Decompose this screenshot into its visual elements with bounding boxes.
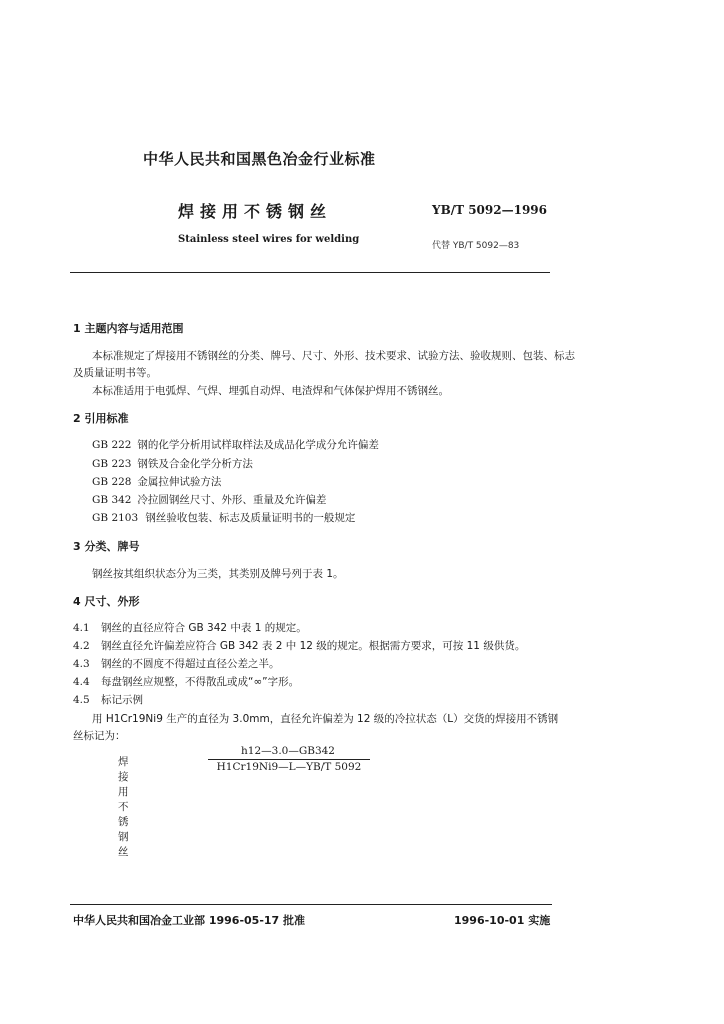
clause-text: 标记示例 [101,694,143,706]
fraction-bar [208,759,370,760]
clause-number: 4.1 [73,622,90,634]
reference-title: 冷拉圆钢丝尺寸、外形、重量及允许偏差 [137,494,327,506]
reference-title: 金属拉伸试验方法 [137,476,222,488]
implementation-date: 1996-10-01 实施 [454,914,551,927]
clause-4-2 [73,638,525,653]
clause-4-5 [73,692,143,707]
marking-label: 焊接用不锈钢丝 [118,756,129,858]
footer-divider [70,904,552,905]
reference-item [92,474,221,489]
reference-code: GB 222 [92,439,132,451]
marking-example-line-2: 丝标记为： [73,730,126,742]
clause-text: 钢丝的直径应符合 GB 342 中表 1 的规定。 [101,622,307,634]
document-title-english: Stainless steel wires for welding [178,234,360,245]
reference-title: 钢铁及合金化学分析方法 [137,458,253,470]
section-2-heading: 2 引用标准 [73,412,129,425]
reference-title: 钢丝验收包装、标志及质量证明书的一般规定 [145,512,356,524]
section-1-paragraph-2: 本标准适用于电弧焊、气焊、埋弧自动焊、电渣焊和气体保护焊用不锈钢丝。 [92,385,449,397]
document-title-chinese: 焊接用不锈钢丝 [178,202,333,221]
reference-item [92,456,253,471]
section-3-paragraph: 钢丝按其组织状态分为三类，其类别及牌号列于表 1。 [92,568,344,580]
clause-4-1 [73,620,307,635]
clause-4-4 [73,674,299,689]
issuing-organization: 中华人民共和国黑色冶金行业标准 [143,150,376,168]
clause-text: 每盘钢丝应规整，不得散乱或成“∞”字形。 [101,676,300,688]
reference-item [92,510,355,525]
clause-number: 4.2 [73,640,90,652]
clause-text: 钢丝的不圆度不得超过直径公差之半。 [101,658,280,670]
clause-text: 钢丝直径允许偏差应符合 GB 342 表 2 中 12 级的规定。根据需方要求，可按 11 级供货。 [101,640,526,652]
clause-4-3 [73,656,280,671]
clause-number: 4.5 [73,694,90,706]
clause-number: 4.4 [73,676,90,688]
reference-item [92,492,326,507]
reference-code: GB 2103 [92,512,139,524]
section-1-paragraph-1-line-1: 本标准规定了焊接用不锈钢丝的分类、牌号、尺寸、外形、技术要求、试验方法、验收规则、包装、标志 [92,350,575,362]
section-1-heading: 1 主题内容与适用范围 [73,322,184,335]
marking-numerator: h12—3.0—GB342 [241,745,335,757]
marking-example-line-1: 用 H1Cr19Ni9 生产的直径为 3.0mm，直径允许偏差为 12 级的冷拉状态（L）交货的焊接用不锈钢 [92,713,559,725]
reference-title: 钢的化学分析用试样取样法及成品化学成分允许偏差 [137,439,379,451]
section-3-heading: 3 分类、牌号 [73,540,140,553]
marking-denominator: H1Cr19Ni9—L—YB/T 5092 [216,761,362,773]
section-1-paragraph-1-line-2: 及质量证明书等。 [73,367,157,379]
replaces-standard: 代替 YB/T 5092—83 [432,241,520,251]
reference-code: GB 342 [92,494,132,506]
section-4-heading: 4 尺寸、外形 [73,595,140,608]
header-divider [70,272,550,273]
reference-item [92,437,379,452]
approval-statement: 中华人民共和国冶金工业部 1996-05-17 批准 [73,914,306,927]
standard-number: YB/T 5092—1996 [432,203,547,217]
reference-code: GB 223 [92,458,132,470]
reference-code: GB 228 [92,476,132,488]
clause-number: 4.3 [73,658,90,670]
